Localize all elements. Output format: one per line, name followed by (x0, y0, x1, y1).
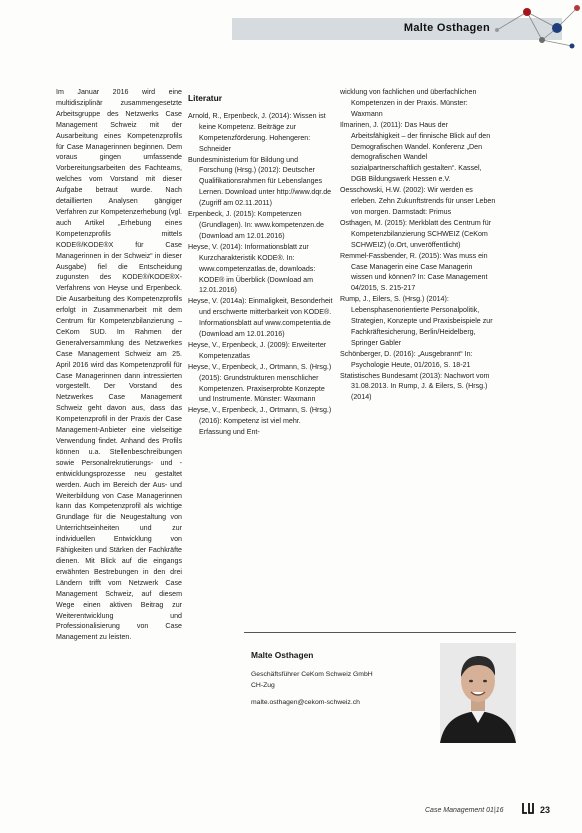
bio-email-link[interactable]: malte.osthagen@cekom-schweiz.ch (251, 699, 360, 706)
page-number: 23 (540, 805, 551, 815)
bio-name: Malte Osthagen (251, 650, 314, 660)
reference-item: Remmel-Fassbender, R. (2015): Was muss ein Case Managerin eine Case Managerin wissen und können? In: Case Management 04/2015, S. 215-217 (340, 251, 488, 293)
reference-item: wicklung von fachlichen und überfachlichen Kompetenzen in der Praxis. Münster: Waxmann (340, 88, 477, 118)
reference-item: Heyse, V., Erpenbeck, J., Ortmann, S. (Hrsg.) (2016): Kompetenz ist viel mehr. Erfassung und Ent- (188, 406, 332, 437)
references-column-left (188, 86, 333, 438)
reference-item: Osthagen, M. (2015): Merkblatt des Centrum für Kompetenzbilanzierung SCHWEIZ (CeKom SCHWEIZ) (o.Ort, unveröffentlicht) (340, 218, 492, 249)
author-bio-box (244, 632, 516, 744)
reference-item: Erpenbeck, J. (2015): Kompetenzen (Grundlagen). In: www.kompetenzen.de (Download am 12.01.2016) (188, 210, 324, 240)
reference-item: Schönberger, D. (2016): „Ausgebrannt“ In: Psychologie Heute, 01/2016, S. 18-21 (340, 349, 473, 369)
reference-item: Rump, J., Eilers, S. (Hrsg.) (2014): Lebensphasenorientierte Personalpolitik, Strategien, Konzepte und Praxisbeispiele zur Fachkräftesicherung, Berlin/Heidelberg, Springer Gabler (340, 295, 493, 347)
molecule-graphic-icon (487, 0, 582, 52)
reference-item: Ilmarinen, J. (2011): Das Haus der Arbeitsfähigkeit – der finnische Blick auf den Demografischen Wandel. Konferenz „Den demografischen Wandel sozialpartnerschaftlich gestalten“. Kassel, DGB Bildungswerk Hessen e.V. (340, 120, 491, 184)
footer-journal: Case Management 01|16 (425, 807, 504, 814)
journal-logo-icon (521, 801, 535, 815)
header-author: Malte Osthagen (403, 22, 490, 34)
body-column (56, 87, 182, 643)
reference-item: Heyse, V., Erpenbeck, J. (2009): Erweiterter Kompetenzatlas (188, 340, 327, 360)
reference-item: Arnold, R., Erpenbeck, J. (2014): Wissen ist keine Kompetenz. Beiträge zur Kompetenzförderung. Hohengeren: Schneider (188, 111, 326, 153)
references-column-right (340, 87, 496, 403)
bio-role: Geschäftsführer CeKom Schweiz GmbH (251, 671, 373, 678)
reference-item: Oesschowski, H.W. (2002): Wir werden es erleben. Zehn Zukunftstrends für unser Leben von morgen. Darmstadt: Primus (340, 186, 496, 216)
reference-item: Heyse, V., Erpenbeck, J., Ortmann, S. (Hrsg.) (2015): Grundstrukturen menschlicher Kompetenzen. Praxiserprobte Konzepte und Instrumente. Münster: Waxmann (188, 362, 332, 404)
reference-item: Bundesministerium für Bildung und Forschung (Hrsg.) (2012): Deutscher Qualifikationsrahmen für Lebenslanges Lernen. Download unter http://www.dqr.de (Zugriff am 02.11.2011) (188, 155, 332, 208)
reference-item: Heyse, V. (2014a): Einmaligkeit, Besonderheit und erschwerte mitterbarkeit von KODE®. Informationsblatt auf www.competentia.de (Download am 12.01.2016) (188, 297, 333, 339)
references-heading: Literatur (188, 93, 222, 103)
author-photo (440, 643, 516, 743)
reference-item: Statistisches Bundesamt (2013): Nachwort vom 31.08.2013. In Rump, J. & Eilers, S. (Hrsg.) (2014) (340, 371, 490, 402)
body-paragraph: Im Januar 2016 wird eine multidisziplinär zusammengesetzte Arbeitsgruppe des Netzwerks Case Management Schweiz mit der Ausarbeitung eines Kompetenzprofils für Case Managerinnen beginnen. Dem voraus gingen umfassende Vorbereitungsarbeiten des Fachteams, welches vom Vorstand mit dieser Aufgabe betraut wurde. Nach detaillierten Analysen gängiger Verfahren zur Kompetenzerhebung (vgl. auch Artikel „Erhebung eines Kompetenzprofils mittels KODE®/KODE®X für Case Managerinnen in der Schweiz“ in dieser Ausgabe) fiel die Entscheidung zugunsten des KODE®/KODE®X-Verfahrens von Heyse und Erpenbeck. Die Ausarbeitung des Kompetenzprofils erfolgt in Zusammenarbeit mit dem Centrum für Kompetenzbilanzierung – CeKom SUD. Im Rahmen der Generalversammlung des Netzwerkes Case Management Schweiz am 25. April 2016 wird das Kompetenzprofil für Case Managerinnen dann intressierten vorgestellt. Der Vorstand des Netzwerkes Case Management Schweiz geht davon aus, dass das Kompetenzprofil in der Praxis der Case Management-Anbieter eine vielseitige Verwendung findet. Anhand des Profils können u.a. Stellenbeschreibungen sowie Personalrekrutierungs- und -entwicklungsprozesse neu gestaltet werden. Auch im Bereich der Aus- und Weiterbildung von Case Managerinnen kann das Kompetenzprofil als wichtige Grundlage für die Neugestaltung von Unterrichtseinheiten und zur individuellen Entwicklung von Fähigkeiten und Stärken der Fachkräfte dienen. Mit Blick auf die eingangs erwähnten Bestrebungen in den drei Ländern trifft vom Netzwerk Case Management Schweiz, auf diesem Wege einen aktiven Beitrag zur Weiterentwicklung und Professionalisierung von Case Management zu leisten. (56, 88, 182, 642)
bio-location: CH-Zug (251, 682, 275, 689)
reference-item: Heyse, V. (2014): Informationsblatt zur Kurzcharakteristik KODE®. In: www.competenzatlas.de, downloads: KODE® im Überblick (Download am 12.01.2016) (188, 242, 316, 295)
